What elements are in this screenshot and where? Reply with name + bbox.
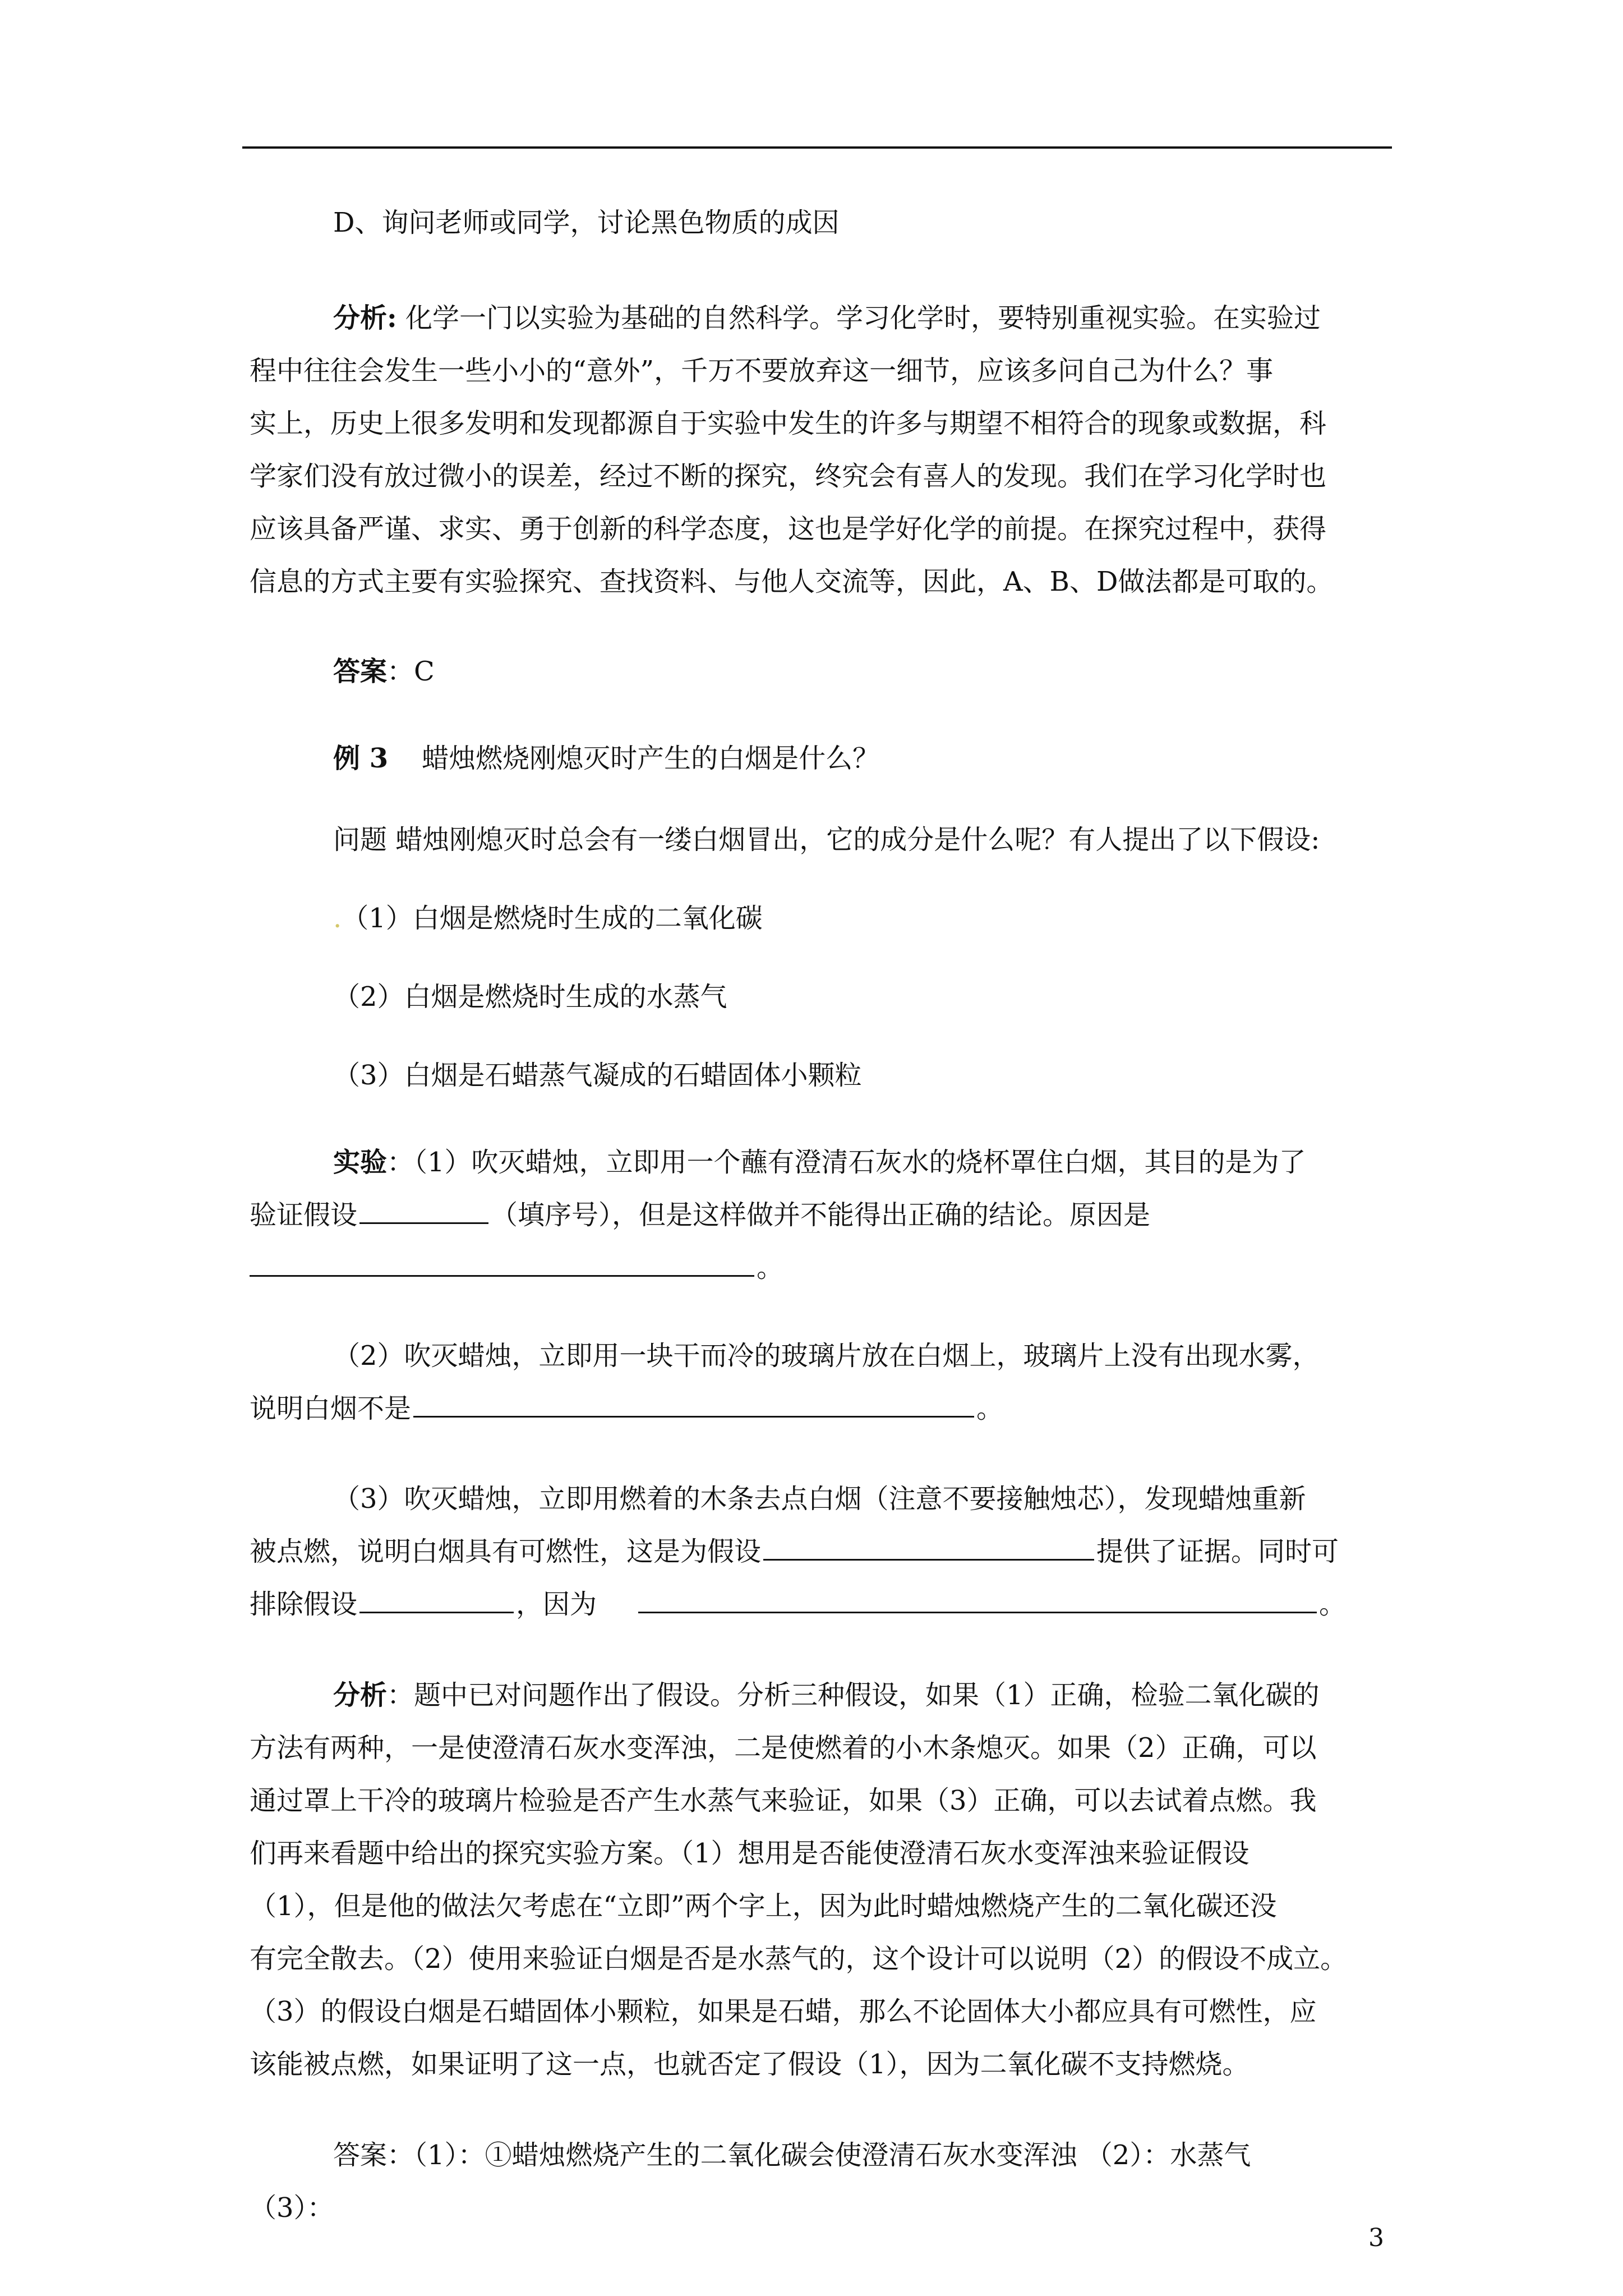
analysis-2-line-1: 分析：题中已对问题作出了假设。分析三种假设，如果（1）正确，检验二氧化碳的 (333, 1680, 1320, 1711)
experiment-1-line-3: 。 (250, 1241, 1388, 1294)
analysis-2-line-3: 通过罩上干冷的玻璃片检验是否产生水蒸气来验证，如果（3）正确，可以去试着点燃。我 (250, 1785, 1317, 1816)
answer-2-line-2: （3）： (250, 2192, 334, 2224)
experiment-3-line-2: 被点燃，说明白烟具有可燃性，这是为假设 提供了证据。同时可 (250, 1536, 1339, 1567)
header-rule (242, 146, 1392, 149)
analysis-2-line-7: （3）的假设白烟是石蜡固体小颗粒，如果是石蜡，那么不论固体大小都应具有可燃性，应 (250, 1996, 1317, 2027)
analysis-1-line-3: 实上，历史上很多发明和发现都源自于实验中发生的许多与期望不相符合的现象或数据，科 (250, 408, 1327, 439)
answer-2-line-1: 答案：（1）：①蜡烛燃烧产生的二氧化碳会使澄清石灰水变浑浊 （2）：水蒸气 (333, 2139, 1251, 2171)
experiment-2-line-2: 说明白烟不是 。 (250, 1393, 1004, 1424)
problem-statement: 问题 蜡烛刚熄灭时总会有一缕白烟冒出，它的成分是什么呢？有人提出了以下假设: (333, 824, 1320, 855)
blank-hypothesis-number[interactable] (359, 1222, 488, 1224)
experiment-3-line-1: （3）吹灭蜡烛，立即用燃着的木条去点白烟（注意不要接触烛芯），发现蜡烛重新 (333, 1483, 1306, 1515)
page-number: 3 (1368, 2224, 1384, 2252)
analysis-2-line-6: 有完全散去。（2）使用来验证白烟是否是水蒸气的，这个设计可以说明（2）的假设不成立。 (250, 1943, 1348, 1975)
analysis-1-line-5: 应该具备严谨、求实、勇于创新的科学态度，这也是学好化学的前提。在探究过程中，获得 (250, 513, 1327, 545)
experiment-1-line-2: 验证假设 （填序号），但是这样做并不能得出正确的结论。原因是 (250, 1199, 1151, 1231)
blank-supported-hypothesis[interactable] (763, 1558, 1094, 1561)
analysis-2-line-8: 该能被点燃，如果证明了这一点，也就否定了假设（1），因为二氧化碳不支持燃烧。 (250, 2049, 1249, 2080)
analysis-1-line-1: 分析: 化学一门以实验为基础的自然科学。学习化学时，要特别重视实验。在实验过 (333, 302, 1321, 334)
hypothesis-3: （3）白烟是石蜡蒸气凝成的石蜡固体小颗粒 (333, 1060, 862, 1091)
blank-reason[interactable] (250, 1274, 754, 1277)
example-3-heading: 例 3 蜡烛燃烧刚熄灭时产生的白烟是什么？ (333, 743, 880, 774)
hypothesis-2: （2）白烟是燃烧时生成的水蒸气 (333, 981, 727, 1013)
hypothesis-1: .（1）白烟是燃烧时生成的二氧化碳 (333, 903, 763, 934)
blank-excluded-hypothesis[interactable] (359, 1611, 514, 1613)
option-d: D、询问老师或同学，讨论黑色物质的成因 (333, 207, 840, 238)
blank-because[interactable] (638, 1611, 1317, 1613)
analysis-label: 分析 (333, 302, 388, 334)
analysis-1-line-4: 学家们没有放过微小的误差，经过不断的探究，终究会有喜人的发现。我们在学习化学时也 (250, 461, 1327, 492)
analysis-2-line-5: （1），但是他的做法欠考虑在“立即”两个字上，因为此时蜡烛燃烧产生的二氧化碳还没 (250, 1890, 1277, 1922)
blank-not-smoke[interactable] (413, 1415, 974, 1418)
answer-1: 答案：C (333, 656, 435, 687)
analysis-2-line-2: 方法有两种，一是使澄清石灰水变浑浊，二是使燃着的小木条熄灭。如果（2）正确，可以 (250, 1732, 1317, 1764)
experiment-1-line-1: 实验：（1）吹灭蜡烛，立即用一个蘸有澄清石灰水的烧杯罩住白烟，其目的是为了 (333, 1147, 1306, 1178)
experiment-3-line-3: 排除假设 ，因为 。 (250, 1589, 1347, 1620)
analysis-1-line-6: 信息的方式主要有实验探究、查找资料、与他人交流等，因此，A、B、D做法都是可取的。 (250, 566, 1334, 597)
analysis-2-line-4: 们再来看题中给出的探究实验方案。（1）想用是否能使澄清石灰水变浑浊来验证假设 (250, 1838, 1249, 1869)
experiment-2-line-1: （2）吹灭蜡烛，立即用一块干而冷的玻璃片放在白烟上，玻璃片上没有出现水雾， (333, 1340, 1320, 1372)
analysis-1-line-2: 程中往往会发生一些小小的“意外”，千万不要放弃这一细节，应该多问自己为什么？事 (250, 355, 1274, 386)
